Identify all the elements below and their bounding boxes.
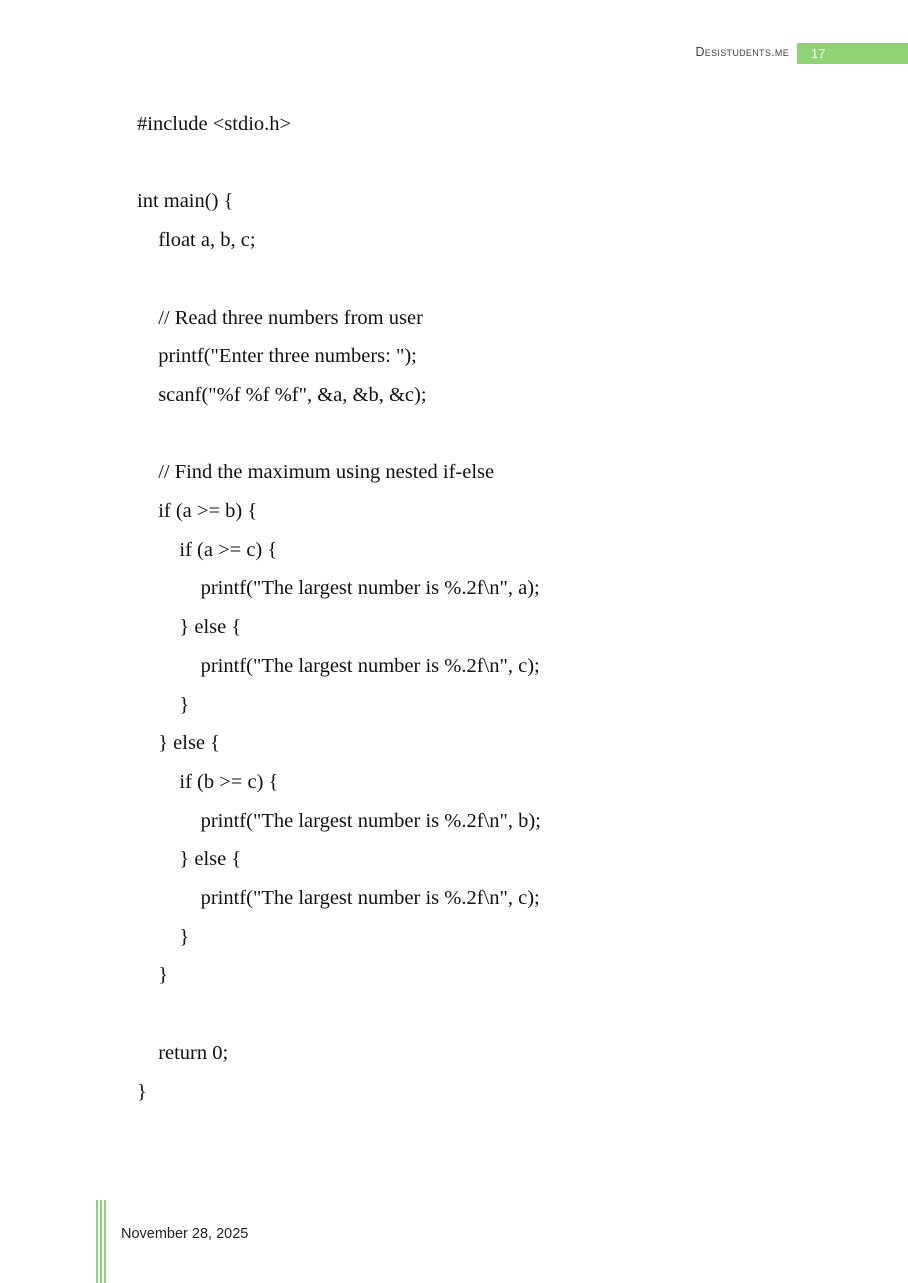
code-line: if (a >= b) { [158, 500, 258, 522]
code-line: if (a >= c) { [179, 538, 278, 561]
code-line: printf("The largest number is %.2f\n", b); [200, 809, 541, 832]
code-line: float a, b, c; [158, 229, 256, 252]
page-number-badge: 17 [797, 43, 908, 64]
code-line: } else { [179, 616, 242, 639]
code-line: printf("Enter three numbers: "); [158, 345, 417, 368]
header-site-name: Desistudents.me [695, 45, 789, 59]
code-line: scanf("%f %f %f", &a, &b, &c); [158, 383, 427, 406]
footer-accent-bar [104, 1200, 106, 1283]
code-line: // Read three numbers from user [158, 306, 423, 329]
code-line: } else { [158, 732, 220, 755]
code-line: } [179, 693, 190, 716]
footer-accent-bar [96, 1200, 98, 1283]
code-line: int main() { [137, 190, 234, 213]
code-line: if (b >= c) { [179, 770, 279, 793]
code-line: } else { [179, 848, 242, 871]
footer-date: November 28, 2025 [121, 1226, 249, 1242]
code-line: } [179, 925, 190, 948]
code-line: } [158, 964, 169, 987]
footer-accent-bar [100, 1200, 102, 1283]
code-line: #include <stdio.h> [137, 113, 292, 135]
code-line: return 0; [158, 1041, 229, 1064]
code-line: // Find the maximum using nested if-else [158, 461, 495, 484]
code-line: printf("The largest number is %.2f\n", c); [200, 654, 540, 677]
code-line: printf("The largest number is %.2f\n", a); [200, 577, 540, 600]
code-line: printf("The largest number is %.2f\n", c); [200, 887, 540, 909]
code-line: } [137, 1080, 147, 1103]
